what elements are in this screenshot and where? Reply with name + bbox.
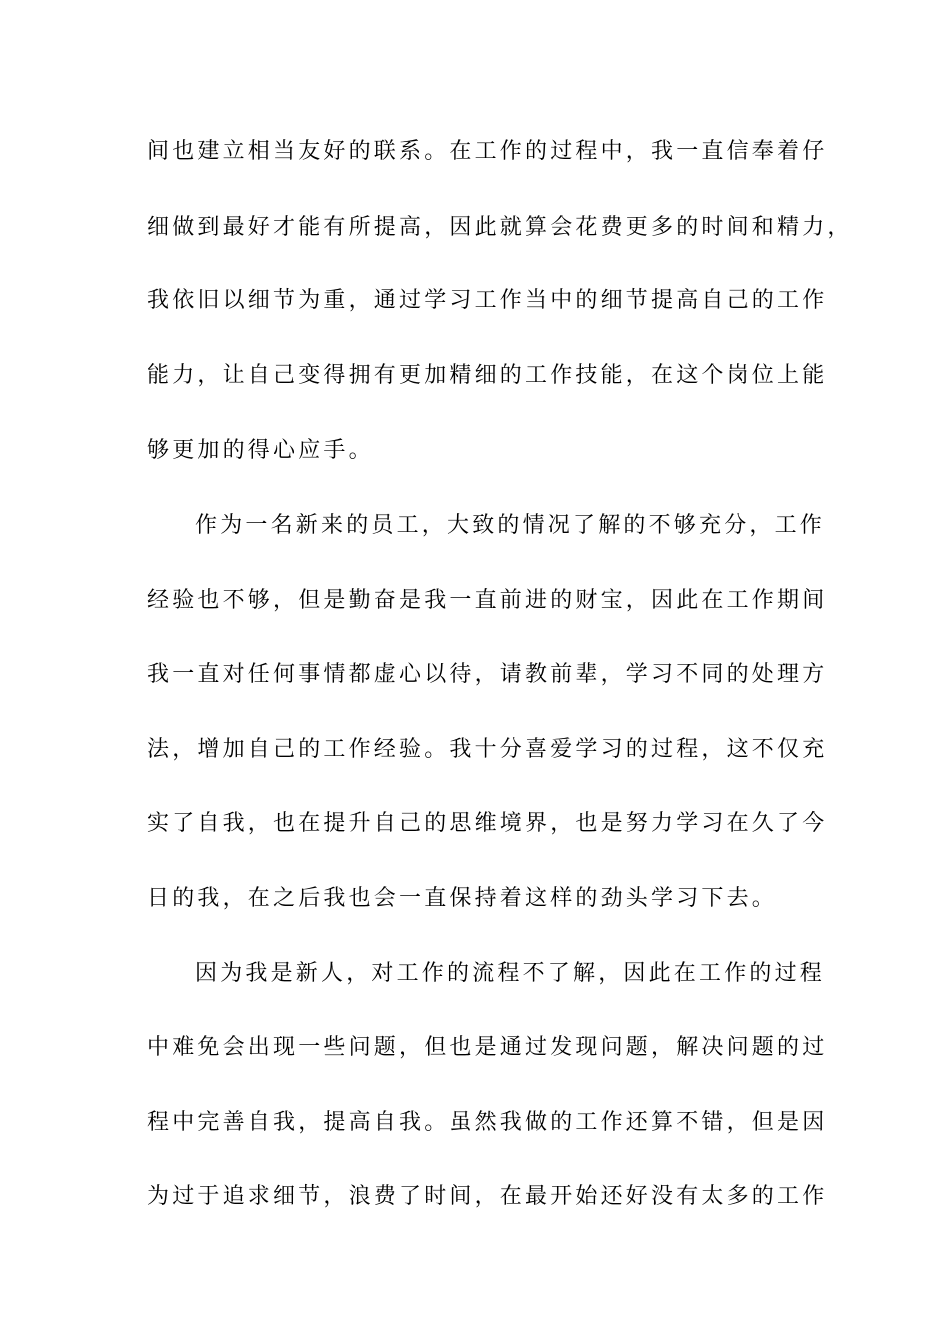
text-line: 间也建立相当友好的联系。在工作的过程中，我一直信奉着仔: [147, 139, 828, 164]
text-line: 细做到最好才能有所提高，因此就算会花费更多的时间和精力，: [147, 215, 853, 240]
text-line: 实了自我，也在提升自己的思维境界，也是努力学习在久了今: [147, 811, 828, 836]
paragraph-first-line: 作为一名新来的员工，大致的情况了解的不够充分，工作: [195, 513, 826, 538]
text-line: 我一直对任何事情都虚心以待，请教前辈，学习不同的处理方: [147, 662, 828, 687]
text-line: 程中完善自我，提高自我。虽然我做的工作还算不错，但是因: [147, 1110, 828, 1135]
text-line: 法，增加自己的工作经验。我十分喜爱学习的过程，这不仅充: [147, 737, 828, 762]
text-line: 我依旧以细节为重，通过学习工作当中的细节提高自己的工作: [147, 288, 828, 313]
text-line: 日的我，在之后我也会一直保持着这样的劲头学习下去。: [147, 886, 778, 911]
text-line: 中难免会出现一些问题，但也是通过发现问题，解决问题的过: [147, 1035, 828, 1060]
text-line: 为过于追求细节，浪费了时间，在最开始还好没有太多的工作: [147, 1184, 828, 1209]
text-line: 够更加的得心应手。: [147, 438, 374, 463]
text-line: 能力，让自己变得拥有更加精细的工作技能，在这个岗位上能: [147, 363, 828, 388]
paragraph-first-line: 因为我是新人，对工作的流程不了解，因此在工作的过程: [195, 961, 826, 986]
text-line: 经验也不够，但是勤奋是我一直前进的财宝，因此在工作期间: [147, 588, 828, 613]
